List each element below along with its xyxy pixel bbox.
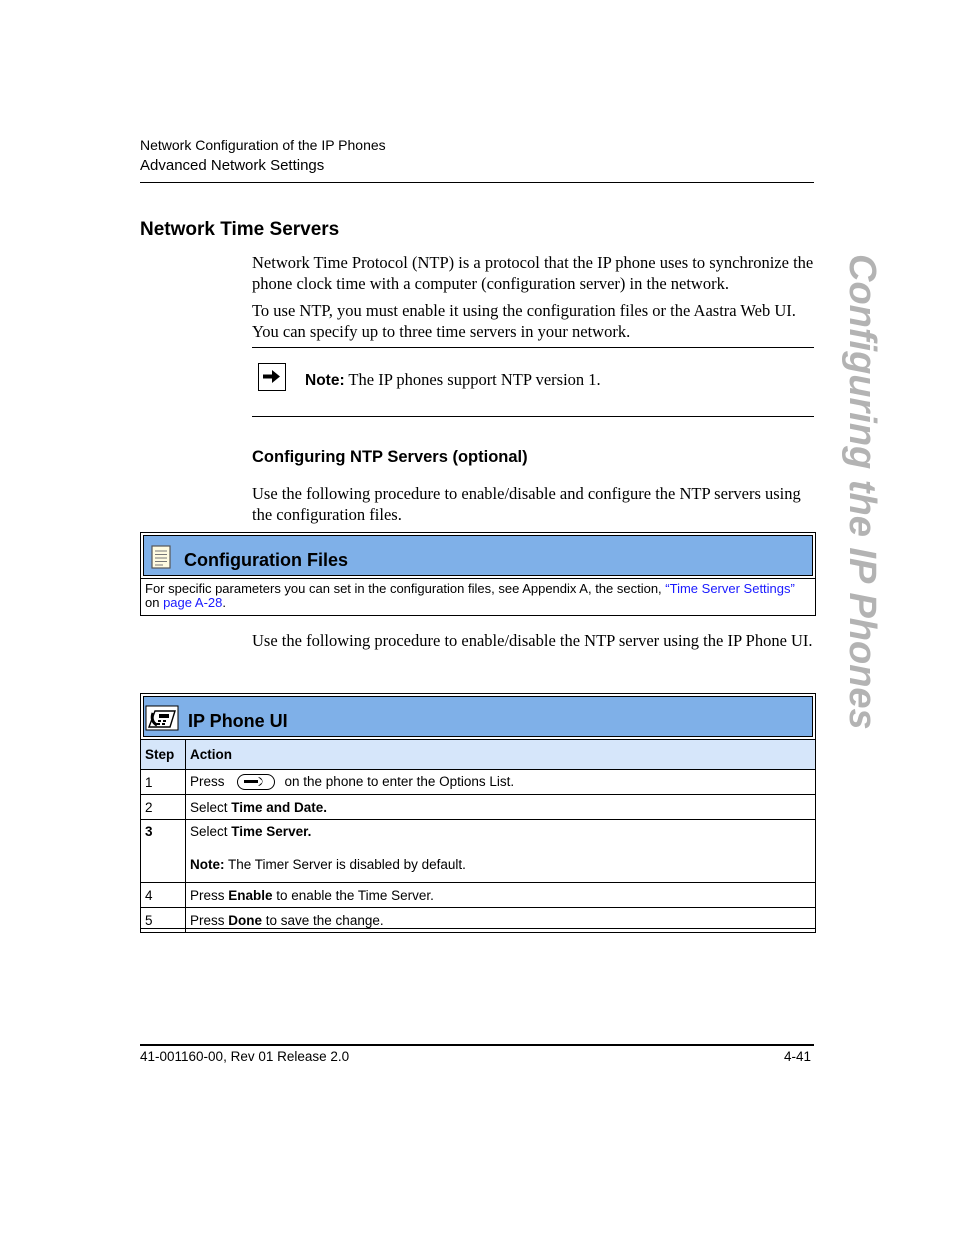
time-server-settings-link[interactable]: “Time Server Settings”	[665, 581, 795, 596]
config-files-text: For specific parameters you can set in the configuration files, see Appendix A, the section,	[145, 581, 666, 596]
arrow-right-icon	[258, 363, 286, 391]
table-row	[141, 770, 816, 795]
document-icon	[151, 545, 171, 569]
subsection-title: Configuring NTP Servers (optional)	[252, 448, 528, 466]
running-header-section: Advanced Network Settings	[140, 157, 325, 174]
page-a28-link[interactable]: page A-28	[163, 595, 223, 610]
note	[305, 370, 601, 390]
table-row	[141, 795, 816, 820]
step-action-emphasis: Time Server.	[231, 824, 312, 839]
step-action	[186, 820, 816, 883]
step-action	[186, 883, 816, 908]
step-action-text: Select	[190, 799, 232, 815]
chapter-side-tab-text: Configuring the IP Phones	[841, 254, 883, 730]
subsection-paragraph: Use the following procedure to enable/disable and configure the NTP servers using the configuration files.	[252, 484, 801, 524]
step-action-emphasis: Enable	[228, 887, 273, 903]
desk-phone-icon	[145, 705, 179, 731]
step-note-label: Note:	[190, 857, 225, 872]
options-key-icon	[237, 774, 275, 790]
footer-divider	[140, 1044, 814, 1046]
config-files-body	[145, 582, 805, 610]
config-files-text-end: .	[222, 595, 226, 610]
step-number: 2	[141, 795, 186, 820]
step-action-text: on the phone to enter the Options List.	[284, 773, 515, 789]
step-action-text: Press	[190, 912, 229, 928]
phone-ui-title: IP Phone UI	[188, 711, 288, 731]
step-column-header: Step	[141, 740, 186, 770]
step-action	[186, 795, 816, 820]
table-row	[141, 883, 816, 908]
section-title: Network Time Servers	[140, 219, 340, 240]
step-action-text: Select	[190, 824, 232, 839]
table-row	[141, 820, 816, 883]
table-row	[141, 908, 816, 933]
config-files-title: Configuration Files	[184, 550, 348, 570]
step-action-emphasis: Done	[228, 912, 263, 928]
footer-doc-number: 41-001160-00, Rev 01 Release 2.0	[140, 1049, 350, 1064]
chapter-side-tab	[841, 252, 883, 730]
footer-page-number: 4-41	[784, 1049, 812, 1064]
config-files-text-on: on	[145, 595, 164, 610]
step-action	[186, 770, 816, 795]
phone-ui-intro-paragraph: Use the following procedure to enable/disable the NTP server using the IP Phone UI.	[252, 631, 813, 650]
action-column-header: Action	[186, 740, 816, 770]
note-text: The IP phones support NTP version 1.	[344, 370, 601, 389]
step-action	[186, 908, 816, 933]
note-divider-top	[252, 347, 814, 348]
step-action-text: Press	[190, 887, 229, 903]
phone-ui-steps-table	[140, 739, 816, 933]
step-action-text: to enable the Time Server.	[272, 887, 434, 903]
config-files-divider	[140, 578, 816, 579]
step-action-text: to save the change.	[262, 912, 384, 928]
step-number: 1	[141, 770, 186, 795]
step-number: 3	[141, 820, 186, 883]
note-divider-bottom	[252, 416, 814, 417]
step-number: 4	[141, 883, 186, 908]
step-number: 5	[141, 908, 186, 933]
table-header-row	[141, 740, 816, 770]
intro-paragraph-1: Network Time Protocol (NTP) is a protocol that the IP phone uses to synchronize the phone clock time with a computer (configuration server) in the network.	[252, 253, 814, 293]
step-action-text: Press	[190, 773, 225, 789]
step-note-text: The Timer Server is disabled by default.	[224, 857, 466, 872]
running-header-chapter: Network Configuration of the IP Phones	[140, 137, 386, 153]
intro-paragraph-2: To use NTP, you must enable it using the configuration files or the Aastra Web UI. You can specify up to three time servers in your network.	[252, 301, 796, 341]
note-label: Note:	[305, 372, 345, 389]
step-action-emphasis: Time and Date.	[231, 799, 328, 815]
header-divider	[140, 182, 814, 183]
